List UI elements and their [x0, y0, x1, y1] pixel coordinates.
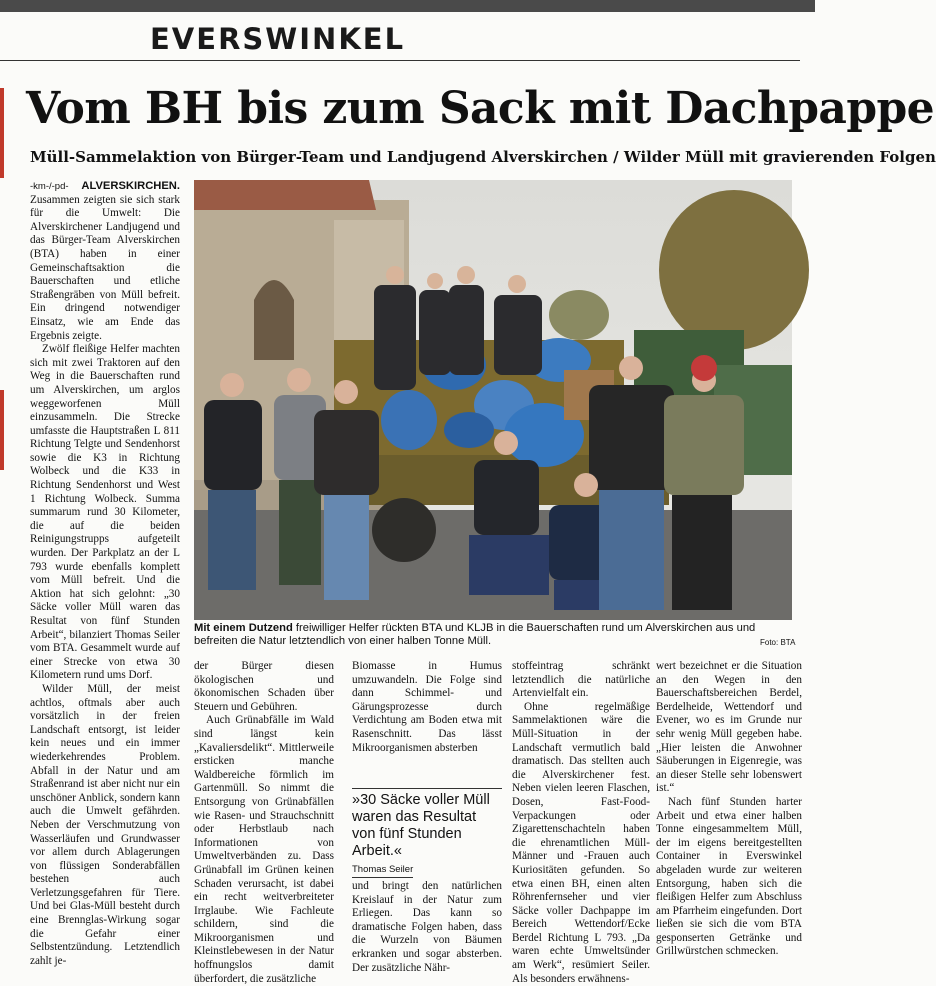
paragraph: Auch Grünabfälle im Wald sind längst kein „Kavaliersdelikt“. Mittlerweile ersticken manche Waldbereiche förmlich im Gartenmüll. So nimmt die Entsorgung von Grünabfällen wie Rasen- und Strauchschnitt oder Herbstlaub nach Informationen von Umweltverbänden zu. Dass Grünabfall im Grünen keinen Schaden verursacht, ist dabei ein recht weitverbreiteter Irrglaube. Wie Fachleute schildern, sind die Mikroorganismen und Kleinstlebewesen in der Natur hoffnungslos damit überfordert, die zusätzliche	[194, 714, 334, 985]
paragraph: Ohne regelmäßige Sammelaktionen wäre die Müll-Situation in der Landschaft vermutlich bald dramatisch. Das stellten auch die Alverskirchener fest. Neben vielen leeren Flaschen, Dosen, Fast-Food-Verpackungen oder Zigarettenschachteln haben die ehrenamtlichen Müll-Männer und -Frauen auch Kuriositäten gefunden. So etwa einen BH, einen alten Röhrenfernseher und vier Säcke voller Dachpappe im Bereich Wettendorf/Ecke Berdel Richtung L 793. „Da waren echte Umweltsünder am Werk“, resümiert Seiler. Als besonders erwähnens-	[512, 700, 650, 985]
article-column-2	[194, 660, 334, 985]
article-column-1	[30, 180, 180, 967]
dateline: ALVERSKIRCHEN.	[81, 180, 180, 192]
paragraph: Zwölf fleißige Helfer machten sich mit zwei Traktoren auf den Weg in die Bauerschaften rund um Alverskirchen, um arglos weggeworfenen Müll einzusammeln. Die Strecke umfasste die Hauptstraßen L 811 Richtung Telgte und Sendenhorst sowie die K3 in Richtung Wolbeck und die K33 in Richtung Sendenhorst und West 1 Richtung Wolbeck. Summa summarum rund 30 Kilometer, die auf die beiden Reinigungstrupps aufgeteilt wurden. Der Parkplatz an der L 793 wurde ebenfalls komplett vom Müll befreit. Und die Aktion hat sich gelohnt: „30 Säcke voller Müll waren das Resultat von fünf Stunden Arbeit“, bilanziert Thomas Seiler vom BTA. Gesammelt wurde auf einer Strecke von etwa 30 Kilometern rund ums Dorf.	[30, 343, 180, 682]
headline: Vom BH bis zum Sack mit Dachpappe	[26, 83, 935, 134]
photo-illustration	[194, 180, 792, 620]
paragraph: -km-/-pd- ALVERSKIRCHEN. Zusammen zeigten sie sich stark für die Umwelt: Die Alverskirchener Landjugend und das Bürger-Team Alverskirchen (BTA) haben in einer Gemeinschaftsaktion die Bauerschaften und etliche Straßengräben von Müll befreit. Ein dringend notwendiger Einsatz, wie am Ende das Ergebnis zeigte.	[30, 180, 180, 342]
paragraph: und bringt den natürlichen Kreislauf in der Natur zum Erliegen. Das kann so dramatische Folgen haben, dass die Wurzeln von Bäumen erkranken und sogar absterben. Der zusätzliche Nähr-	[352, 880, 502, 974]
top-bar	[0, 0, 815, 12]
section-rule	[0, 60, 800, 61]
paragraph: Nach fünf Stunden harter Arbeit und etwa einer halben Tonne eingesammeltem Müll, der im eigens bereitgestellten Container in Everswinkel abgeladen wurde zur weiteren Entsorgung, haben sich die fleißigen Helfer zum Abschluss am Pfarrheim eingefunden. Dort ließen sie sich die vom BTA gesponserten Getränke und Grillwürstchen schmecken.	[656, 795, 802, 958]
article-column-4	[512, 660, 650, 985]
paragraph: stoffeintrag schränkt letztendlich die natürliche Artenvielfalt ein.	[512, 660, 650, 700]
article-column-3	[352, 660, 502, 784]
paragraph: der Bürger diesen ökologischen und ökonomischen Schaden über Steuern und Gebühren.	[194, 660, 334, 713]
photo-caption	[194, 622, 792, 648]
paragraph: Biomasse in Humus umzuwandeln. Die Folge sind dann Schimmel- und Gärungsprozesse durch Verdichtung am Boden etwa mit Rasenschnitt. Das lässt Mikroorganismen absterben	[352, 660, 502, 754]
section-title: EVERSWINKEL	[150, 22, 406, 56]
paragraph: wert bezeichnet er die Situation an den Wegen in den Bauerschaftsbereichen Berdel, Berdelheide, Wettendorf und Evener, wo es im Grunde nur sehr wenig Müll gegeben habe. „Hier leisten die Anwohner Säuberungen in Eigenregie, was an dieser Stelle sehr lobenswert ist.“	[656, 660, 802, 795]
margin-marker	[0, 390, 4, 470]
quote-text: »30 Säcke voller Müll waren das Resultat von fünf Stunden Arbeit.«	[352, 792, 490, 859]
caption-lead: Mit einem Dutzend	[194, 622, 293, 634]
paragraph: Wilder Müll, der meist achtlos, oftmals aber auch vorsätzlich in der freien Landschaft entsorgt, ist leider kein neues und ein immer wiederkehrendes Problem. Abfall in der Natur und am Straßenrand ist aber nicht nur ein unschöner Anblick, sondern kann auch die Umwelt gefährden. Neben der Verschmutzung von Wasserläufen und Grundwasser vor allem durch Ablagerungen von flüssigen Sonderabfällen bestehen auch Verletzungsgefahren für Tiere. Und bei Glas-Müll besteht durch eine Brennglas-Wirkung sogar die Gefahr einer Selbstentzündung. Letztendlich zahlt je-	[30, 682, 180, 967]
article-photo	[194, 180, 792, 620]
caption-text: freiwilliger Helfer rückten BTA und KLJB in die Bauerschaften rund um Alverskirchen aus und befreiten die Natur letztendlich von einer halben Tonne Müll.	[194, 622, 756, 647]
quote-author: Thomas Seiler	[352, 864, 413, 878]
byline: -km-/-pd-	[30, 181, 69, 192]
quote-rule	[352, 788, 502, 789]
subheadline: Müll-Sammelaktion von Bürger-Team und Landjugend Alverskirchen / Wilder Müll mit gravierenden Folgen	[30, 148, 936, 166]
margin-marker	[0, 88, 4, 178]
photo-credit: Foto: BTA	[760, 638, 796, 647]
article-column-5	[656, 660, 802, 960]
article-column-3-continued	[352, 880, 502, 974]
